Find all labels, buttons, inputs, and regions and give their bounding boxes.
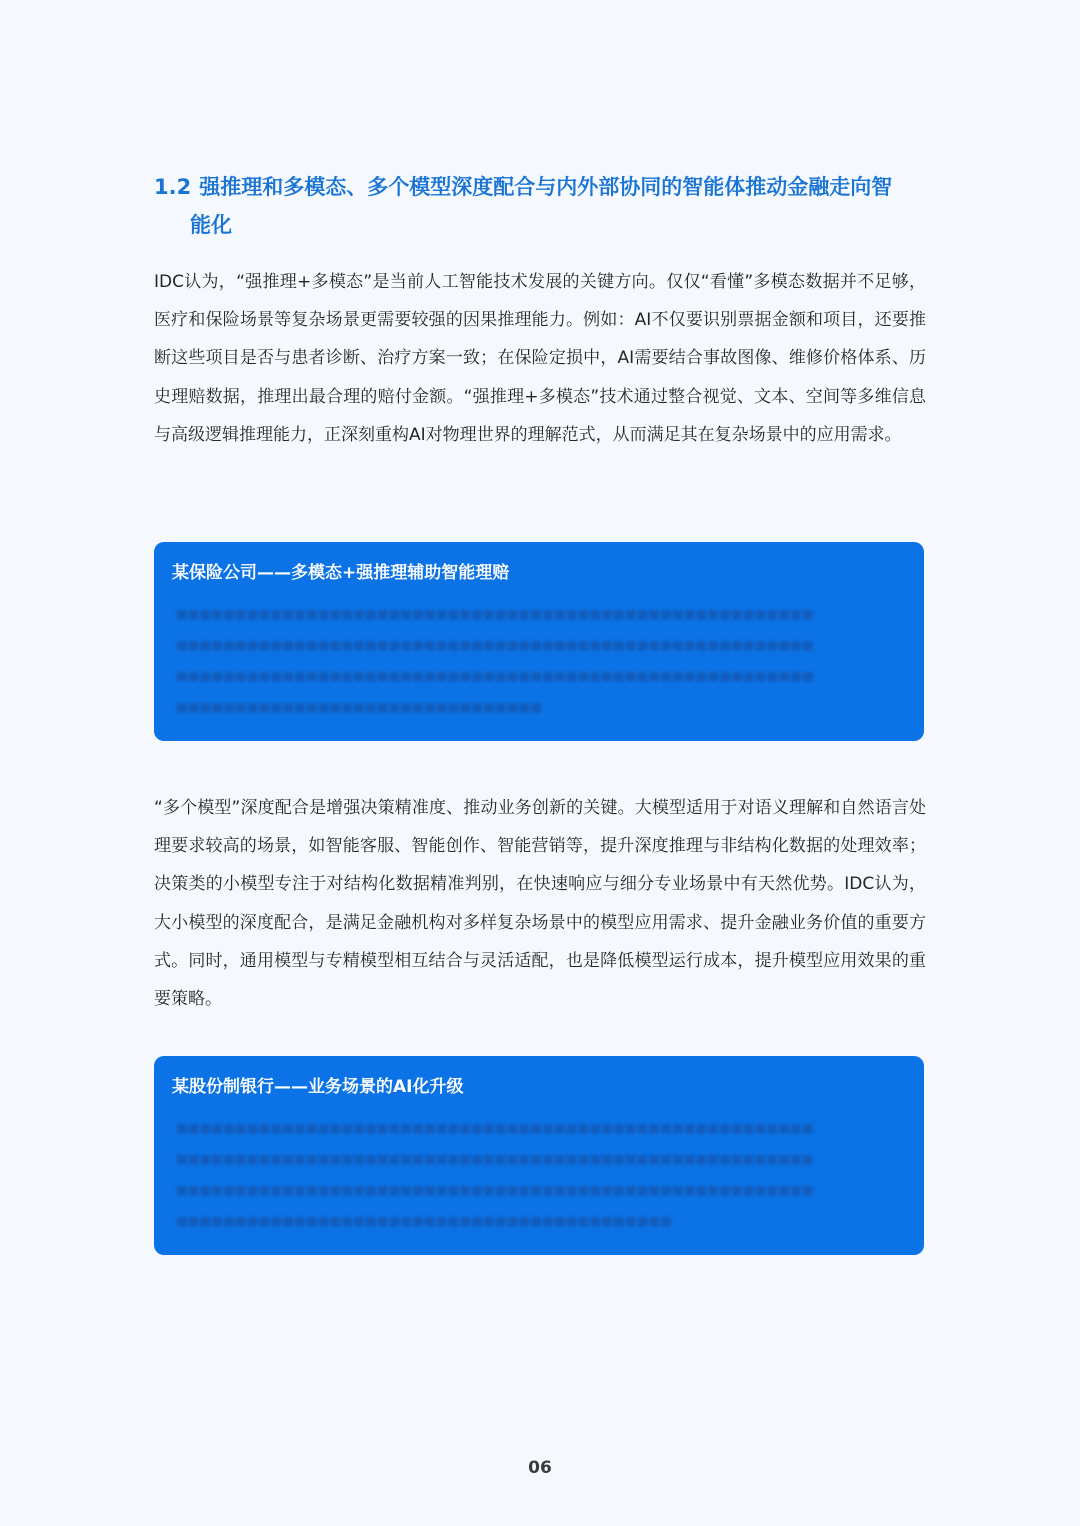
case-study-title: 某股份制银行——业务场景的AI化升级 [172, 1077, 464, 1097]
section-title-line2: 能化 [190, 213, 232, 237]
section-title-line1: 强推理和多模态、多个模型深度配合与内外部协同的智能体推动金融走向智 [199, 175, 893, 199]
page-number: 06 [528, 1458, 552, 1478]
case-study-box-bank [154, 1056, 924, 1255]
case-study-body-blurred: ■■■■■■■■■■■■■■■■■■■■■■■■■■■■■■■■■■■■■■■■■■■■■■■■■■■■■■ ■■■■■■■■■■■■■■■■■■■■■■■■■■■■■■■■■■■■■■■■■■■■■■■■■■■■■■ ■■■■■■■■■■■■■■■■■■■■■■■■■■■■■■■■■■■■■■■■■■■■■■■■■■■■■■ ■■■■■■■■■■■■■■■■■■■■■■■■■■■■■■■ [176, 606, 814, 714]
body-paragraph-1: IDC认为，“强推理+多模态”是当前人工智能技术发展的关键方向。仅仅“看懂”多模态数据并不足够，医疗和保险场景等复杂场景更需要较强的因果推理能力。例如：AI不仅要识别票据金额和项目，还要推断这些项目是否与患者诊断、治疗方案一致；在保险定损中，AI需要结合事故图像、维修价格体系、历史理赔数据，推理出最合理的赔付金额。“强推理+多模态”技术通过整合视觉、文本、空间等多维信息与高级逻辑推理能力，正深刻重构AI对物理世界的理解范式，从而满足其在复杂场景中的应用需求。 [154, 272, 926, 445]
body-paragraph-2: “多个模型”深度配合是增强决策精准度、推动业务创新的关键。大模型适用于对语义理解和自然语言处理要求较高的场景，如智能客服、智能创作、智能营销等，提升深度推理与非结构化数据的处理效率；决策类的小模型专注于对结构化数据精准判别，在快速响应与细分专业场景中有天然优势。IDC认为，大小模型的深度配合，是满足金融机构对多样复杂场景中的模型应用需求、提升金融业务价值的重要方式。同时，通用模型与专精模型相互结合与灵活适配，也是降低模型运行成本，提升模型应用效果的重要策略。 [154, 798, 926, 1010]
section-number: 1.2 [154, 175, 192, 199]
case-study-title: 某保险公司——多模态+强推理辅助智能理赔 [172, 563, 510, 583]
case-study-box-insurance [154, 542, 924, 741]
section-heading [154, 168, 924, 244]
case-study-body-blurred: ■■■■■■■■■■■■■■■■■■■■■■■■■■■■■■■■■■■■■■■■■■■■■■■■■■■■■■ ■■■■■■■■■■■■■■■■■■■■■■■■■■■■■■■■■■■■■■■■■■■■■■■■■■■■■■ ■■■■■■■■■■■■■■■■■■■■■■■■■■■■■■■■■■■■■■■■■■■■■■■■■■■■■■ ■■■■■■■■■■■■■■■■■■■■■■■■■■■■■■■■■■■■■■■■■■ [176, 1120, 814, 1228]
